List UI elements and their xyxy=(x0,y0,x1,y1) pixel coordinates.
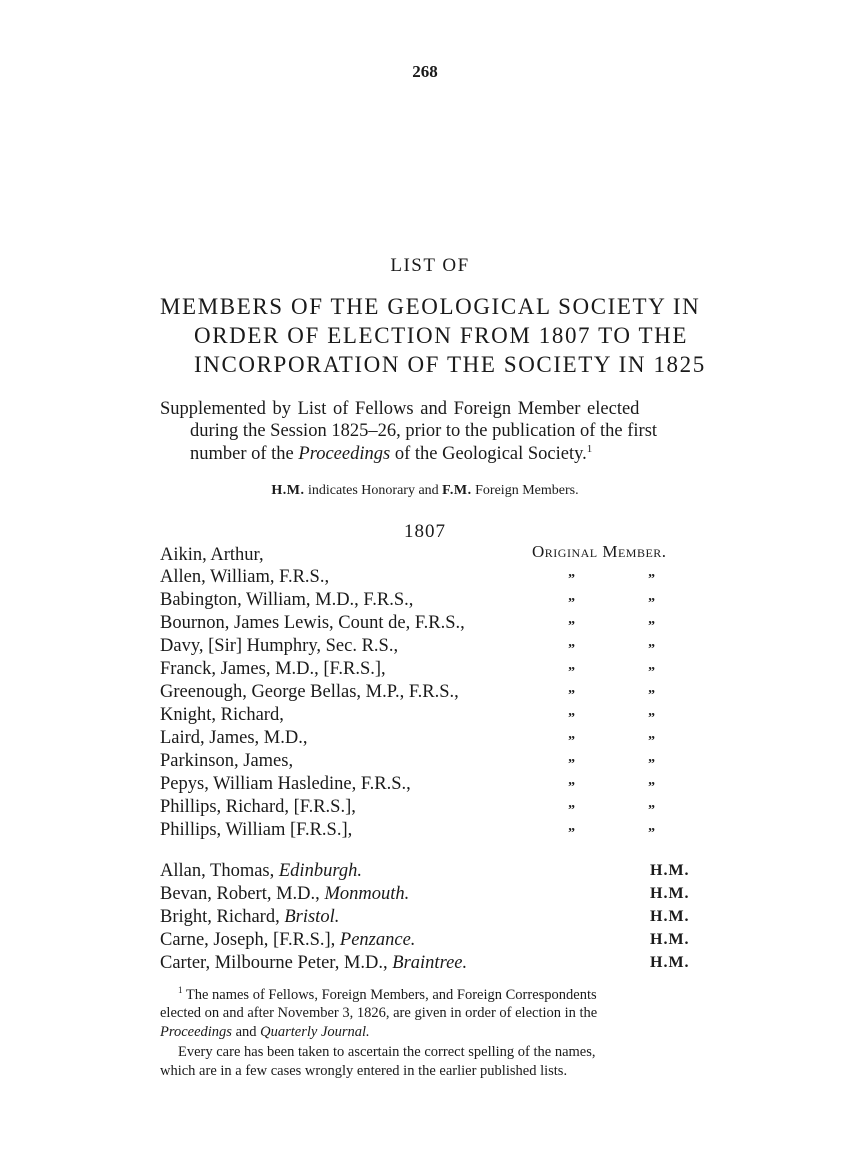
journal-title: Quarterly Journal. xyxy=(260,1024,370,1040)
ditto-mark: ” xyxy=(648,665,654,680)
fm-explanation: Foreign Members. xyxy=(471,483,579,498)
ditto-mark: ” xyxy=(648,826,654,841)
honorary-member-name xyxy=(160,861,362,882)
ditto-mark: ” xyxy=(648,734,654,749)
member-name: Allen, William, F.R.S., xyxy=(160,567,330,587)
honorary-member-name xyxy=(160,953,467,974)
member-name: Phillips, William [F.R.S.], xyxy=(160,820,353,840)
ditto-mark: ” xyxy=(568,803,574,818)
member-name: Carter, Milbourne Peter, M.D., xyxy=(160,953,393,973)
proceedings-title: Proceedings xyxy=(298,444,391,465)
member-name: Allan, Thomas, xyxy=(160,861,279,881)
hm-mark: H.M. xyxy=(650,908,690,925)
ditto-mark: ” xyxy=(568,642,574,657)
member-name: Davy, [Sir] Humphry, Sec. R.S., xyxy=(160,636,399,656)
ditto-mark: ” xyxy=(648,780,654,795)
supplement-text-end: of the Geological Society. xyxy=(390,444,587,465)
list-of-heading: LIST OF xyxy=(390,255,470,276)
supplement-line-3 xyxy=(190,443,592,465)
footnote-number: 1 xyxy=(178,985,183,995)
original-member-label: Original Member. xyxy=(532,542,667,561)
supplement-line-1: Supplemented by List of Fellows and Foreign Member elected xyxy=(160,399,640,419)
original-member-header xyxy=(532,542,667,562)
ditto-mark: ” xyxy=(648,619,654,634)
hm-explanation: indicates Honorary and xyxy=(304,483,443,498)
footnote-line-5: which are in a few cases wrongly entered in the earlier published lists. xyxy=(160,1063,568,1079)
member-place: Monmouth. xyxy=(324,884,410,904)
ditto-mark: ” xyxy=(568,596,574,611)
ditto-mark: ” xyxy=(648,757,654,772)
member-place: Braintree. xyxy=(392,953,468,973)
honorary-member-name xyxy=(160,907,339,928)
hm-mark: H.M. xyxy=(650,885,690,902)
member-name: Bevan, Robert, M.D., xyxy=(160,884,325,904)
member-place: Bristol. xyxy=(284,907,340,927)
member-name: Carne, Joseph, [F.R.S.], xyxy=(160,930,340,950)
proceedings-title: Proceedings xyxy=(160,1024,232,1040)
member-name: Parkinson, James, xyxy=(160,751,294,771)
ditto-mark: ” xyxy=(568,711,574,726)
ditto-mark: ” xyxy=(648,642,654,657)
member-name: Aikin, Arthur, xyxy=(160,545,264,565)
member-name: Knight, Richard, xyxy=(160,705,284,725)
member-name: Pepys, William Hasledine, F.R.S., xyxy=(160,774,411,794)
year-heading: 1807 xyxy=(404,521,446,542)
title-line-3: INCORPORATION OF THE SOCIETY IN 1825 xyxy=(194,352,706,377)
member-place: Penzance. xyxy=(339,930,416,950)
ditto-mark: ” xyxy=(568,757,574,772)
honorary-member-name xyxy=(160,930,415,951)
ditto-mark: ” xyxy=(568,572,574,587)
footnote-line-2: elected on and after November 3, 1826, are given in order of election in the xyxy=(160,1005,598,1021)
member-name: Greenough, George Bellas, M.P., F.R.S., xyxy=(160,682,459,702)
member-name: Phillips, Richard, [F.R.S.], xyxy=(160,797,356,817)
member-name: Bournon, James Lewis, Count de, F.R.S., xyxy=(160,613,465,633)
ditto-mark: ” xyxy=(568,826,574,841)
supplement-text: number of the xyxy=(190,444,299,465)
member-place: Edinburgh. xyxy=(278,861,362,881)
footnote-line-4: Every care has been taken to ascertain the correct spelling of the names, xyxy=(178,1044,596,1060)
hm-mark: H.M. xyxy=(650,931,690,948)
ditto-mark: ” xyxy=(568,665,574,680)
page-number: 268 xyxy=(412,62,438,81)
footnote-line-1 xyxy=(178,985,597,1004)
supplement-line-2: during the Session 1825–26, prior to the publication of the first xyxy=(190,421,658,441)
ditto-mark: ” xyxy=(568,619,574,634)
member-name: Franck, James, M.D., [F.R.S.], xyxy=(160,659,386,679)
member-name: Laird, James, M.D., xyxy=(160,728,308,748)
footnote-reference: 1 xyxy=(586,443,593,455)
ditto-mark: ” xyxy=(648,711,654,726)
hm-mark: H.M. xyxy=(650,862,690,879)
hm-abbreviation: H.M. xyxy=(271,483,305,498)
ditto-mark: ” xyxy=(648,688,654,703)
footnote-line-3 xyxy=(160,1024,370,1041)
member-name: Bright, Richard, xyxy=(160,907,285,927)
footnote-text: The names of Fellows, Foreign Members, and Foreign Correspondents xyxy=(182,986,597,1003)
title-line-1: MEMBERS OF THE GEOLOGICAL SOCIETY IN xyxy=(160,294,701,319)
title-line-2: ORDER OF ELECTION FROM 1807 TO THE xyxy=(194,323,688,348)
member-name: Babington, William, M.D., F.R.S., xyxy=(160,590,414,610)
ditto-mark: ” xyxy=(648,572,654,587)
hm-mark: H.M. xyxy=(650,954,690,971)
ditto-mark: ” xyxy=(648,803,654,818)
ditto-mark: ” xyxy=(568,688,574,703)
fm-abbreviation: F.M. xyxy=(442,483,472,498)
honorary-member-name xyxy=(160,884,409,905)
ditto-mark: ” xyxy=(568,734,574,749)
ditto-mark: ” xyxy=(568,780,574,795)
abbreviation-legend xyxy=(0,483,850,499)
ditto-mark: ” xyxy=(648,596,654,611)
footnote-text: and xyxy=(231,1024,261,1040)
